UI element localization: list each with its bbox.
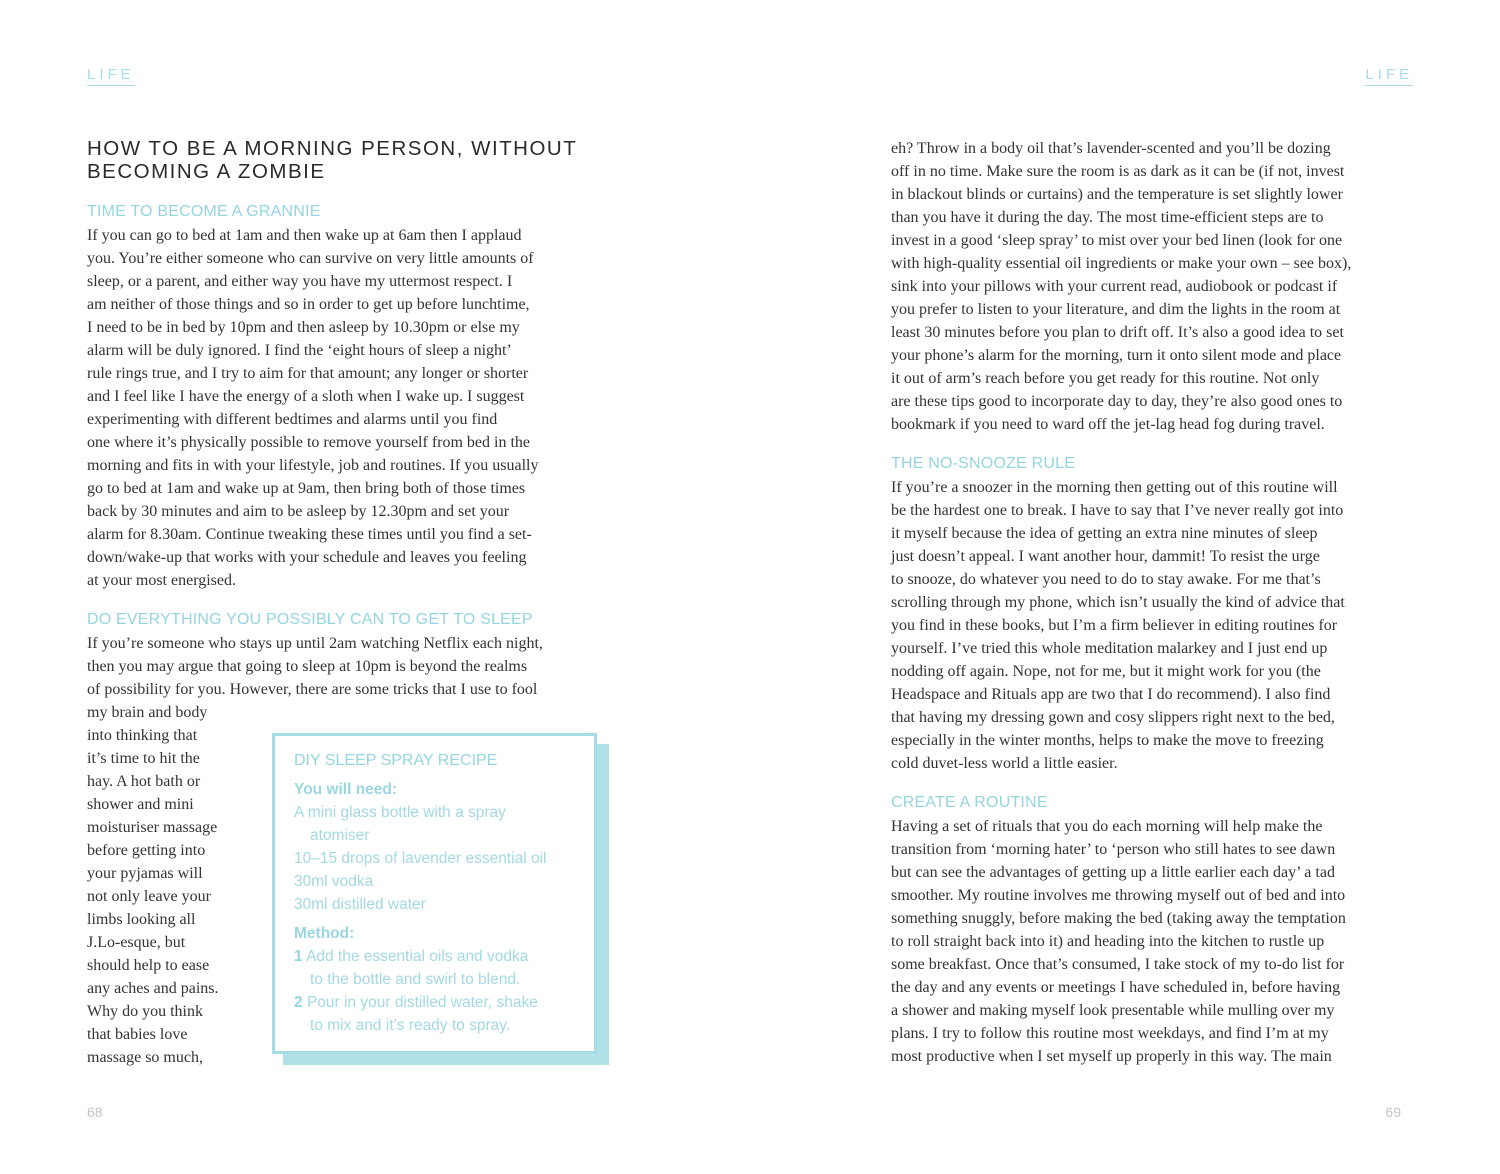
text-line: If you can go to bed at 1am and then wake up at 6am then I applaud <box>87 227 522 244</box>
text-line: am neither of those things and so in order to get up before lunchtime, <box>87 296 530 313</box>
recipe-method <box>294 922 538 1037</box>
text-line: Having a set of rituals that you do each morning will help make the <box>891 818 1323 835</box>
text-line: I need to be in bed by 10pm and then asleep by 10.30pm or else my <box>87 319 520 336</box>
text-line: alarm will be duly ignored. I find the ‘eight hours of sleep a night’ <box>87 342 512 359</box>
ingredient-line: 30ml distilled water <box>294 896 426 913</box>
text-line: scrolling through my phone, which isn’t usually the kind of advice that <box>891 594 1345 611</box>
text-line: just doesn’t appeal. I want another hour, dammit! To resist the urge <box>891 548 1320 565</box>
text-line: any aches and pains. <box>87 980 219 997</box>
text-line: eh? Throw in a body oil that’s lavender-scented and you’ll be dozing <box>891 140 1331 157</box>
ingredient-line: 10–15 drops of lavender essential oil <box>294 850 547 867</box>
step-line: 2 Pour in your distilled water, shake <box>294 994 538 1011</box>
text-line: into thinking that <box>87 727 198 744</box>
text-line: but can see the advantages of getting up a little earlier each day’ a tad <box>891 864 1335 881</box>
text-line: are these tips good to incorporate day to day, they’re also good ones to <box>891 393 1343 410</box>
text-line: be the hardest one to break. I have to say that I’ve never really got into <box>891 502 1344 519</box>
text-line: alarm for 8.30am. Continue tweaking these times until you find a set- <box>87 526 532 543</box>
text-line: shower and mini <box>87 796 194 813</box>
text-line: that babies love <box>87 1026 188 1043</box>
text-line: your phone’s alarm for the morning, turn it onto silent mode and place <box>891 347 1342 364</box>
text-line: should help to ease <box>87 957 210 974</box>
text-line: bookmark if you need to ward off the jet-lag head fog during travel. <box>891 416 1325 433</box>
section-body <box>891 476 1345 775</box>
title-line: HOW TO BE A MORNING PERSON, WITHOUT <box>87 137 578 160</box>
text-line: most productive when I set myself up properly in this way. The main <box>891 1048 1332 1065</box>
step-number: 1 <box>294 948 303 965</box>
text-line: the day and any events or meetings I have scheduled in, before having <box>891 979 1341 996</box>
text-line: go to bed at 1am and wake up at 9am, then bring both of those times <box>87 480 526 497</box>
text-line: with high-quality essential oil ingredients or make your own – see box), <box>891 255 1352 272</box>
section-heading: DO EVERYTHING YOU POSSIBLY CAN TO GET TO SLEEP <box>87 611 533 628</box>
text-line: especially in the winter months, helps to make the move to freezing <box>891 732 1324 749</box>
ingredient-line: atomiser <box>310 827 370 844</box>
text-line: limbs looking all <box>87 911 196 928</box>
text-line: experimenting with different bedtimes and alarms until you find <box>87 411 498 428</box>
page-number: 69 <box>1385 1104 1401 1120</box>
text-line: you. You’re either someone who can survive on very little amounts of <box>87 250 534 267</box>
text-line: down/wake-up that works with your schedule and leaves you feeling <box>87 549 527 566</box>
text-line: moisturiser massage <box>87 819 218 836</box>
text-line: in blackout blinds or curtains) and the temperature is set slightly lower <box>891 186 1343 203</box>
text-line: morning and fits in with your lifestyle, job and routines. If you usually <box>87 457 539 474</box>
running-head: LIFE <box>87 66 135 86</box>
method-label: Method: <box>294 925 355 942</box>
text-line: smoother. My routine involves me throwing myself out of bed and into <box>891 887 1346 904</box>
text-line: it out of arm’s reach before you get ready for this routine. Not only <box>891 370 1320 387</box>
text-line: before getting into <box>87 842 206 859</box>
section-body <box>891 815 1346 1068</box>
chapter-title <box>87 137 577 183</box>
title-line: BECOMING A ZOMBIE <box>87 160 326 183</box>
text-line: sleep, or a parent, and either way you have my uttermost respect. I <box>87 273 513 290</box>
text-line: to roll straight back into it) and heading into the kitchen to rustle up <box>891 933 1325 950</box>
right-page <box>750 0 1500 1174</box>
step-line: 1 Add the essential oils and vodka <box>294 948 529 965</box>
section-heading: TIME TO BECOME A GRANNIE <box>87 203 321 220</box>
step-line: to mix and it’s ready to spray. <box>310 1017 511 1034</box>
text-line: a shower and making myself look presentable while mulling over my <box>891 1002 1335 1019</box>
text-line: sink into your pillows with your current read, audiobook or podcast if <box>891 278 1338 295</box>
text-line: nodding off again. Nope, not for me, but it might work for you (the <box>891 663 1321 680</box>
text-line: you prefer to listen to your literature, and dim the lights in the room at <box>891 301 1341 318</box>
text-line: it’s time to hit the <box>87 750 200 767</box>
text-line: not only leave your <box>87 888 211 905</box>
step-number: 2 <box>294 994 303 1011</box>
section-heading: THE NO-SNOOZE RULE <box>891 455 1076 472</box>
text-line: your pyjamas will <box>87 865 203 882</box>
text-line: If you’re someone who stays up until 2am watching Netflix each night, <box>87 635 543 652</box>
text-line: one where it’s physically possible to remove yourself from bed in the <box>87 434 531 451</box>
text-line: rule rings true, and I try to aim for that amount; any longer or shorter <box>87 365 529 382</box>
text-line: hay. A hot bath or <box>87 773 201 790</box>
running-head: LIFE <box>1365 66 1413 86</box>
text-line: that having my dressing gown and cosy slippers right next to the bed, <box>891 709 1335 726</box>
text-line: of possibility for you. However, there are some tricks that I use to fool <box>87 681 538 698</box>
text-line: and I feel like I have the energy of a sloth when I wake up. I suggest <box>87 388 525 405</box>
text-line: my brain and body <box>87 704 208 721</box>
text-line: yourself. I’ve tried this whole meditation malarkey and I just end up <box>891 640 1328 657</box>
text-line: massage so much, <box>87 1049 203 1066</box>
text-line: at your most energised. <box>87 572 237 589</box>
continued-body <box>891 137 1351 436</box>
text-line: back by 30 minutes and aim to be asleep by 12.30pm and set your <box>87 503 510 520</box>
ingredients-label: You will need: <box>294 781 398 798</box>
text-line: then you may argue that going to sleep at 10pm is beyond the realms <box>87 658 528 675</box>
text-line: J.Lo-esque, but <box>87 934 186 951</box>
text-line: off in no time. Make sure the room is as dark as it can be (if not, invest <box>891 163 1345 180</box>
step-line: to the bottle and swirl to blend. <box>310 971 521 988</box>
text-line: Why do you think <box>87 1003 203 1020</box>
text-line: Headspace and Rituals app are two that I do recommend). I also find <box>891 686 1331 703</box>
ingredient-line: 30ml vodka <box>294 873 374 890</box>
text-line: something snuggly, before making the bed (taking away the temptation <box>891 910 1346 927</box>
ingredient-line: A mini glass bottle with a spray <box>294 804 506 821</box>
section-body <box>87 224 539 592</box>
page-number: 68 <box>87 1104 103 1120</box>
section-heading: CREATE A ROUTINE <box>891 794 1048 811</box>
recipe-ingredients <box>294 778 546 916</box>
recipe-title: DIY SLEEP SPRAY RECIPE <box>294 752 498 769</box>
text-line: transition from ‘morning hater’ to ‘person who still hates to see dawn <box>891 841 1336 858</box>
text-line: least 30 minutes before you plan to drift off. It’s also a good idea to set <box>891 324 1344 341</box>
text-line: plans. I try to follow this routine most weekdays, and find I’m at my <box>891 1025 1329 1042</box>
text-line: you find in these books, but I’m a firm believer in editing routines for <box>891 617 1338 634</box>
text-line: it myself because the idea of getting an extra nine minutes of sleep <box>891 525 1318 542</box>
text-line: to snooze, do whatever you need to do to stay awake. For me that’s <box>891 571 1321 588</box>
text-line: invest in a good ‘sleep spray’ to mist over your bed linen (look for one <box>891 232 1343 249</box>
text-line: some breakfast. Once that’s consumed, I take stock of my to-do list for <box>891 956 1345 973</box>
text-line: cold duvet-less world a little easier. <box>891 755 1118 772</box>
text-line: than you have it during the day. The most time-efficient steps are to <box>891 209 1324 226</box>
text-line: If you’re a snoozer in the morning then getting out of this routine will <box>891 479 1338 496</box>
